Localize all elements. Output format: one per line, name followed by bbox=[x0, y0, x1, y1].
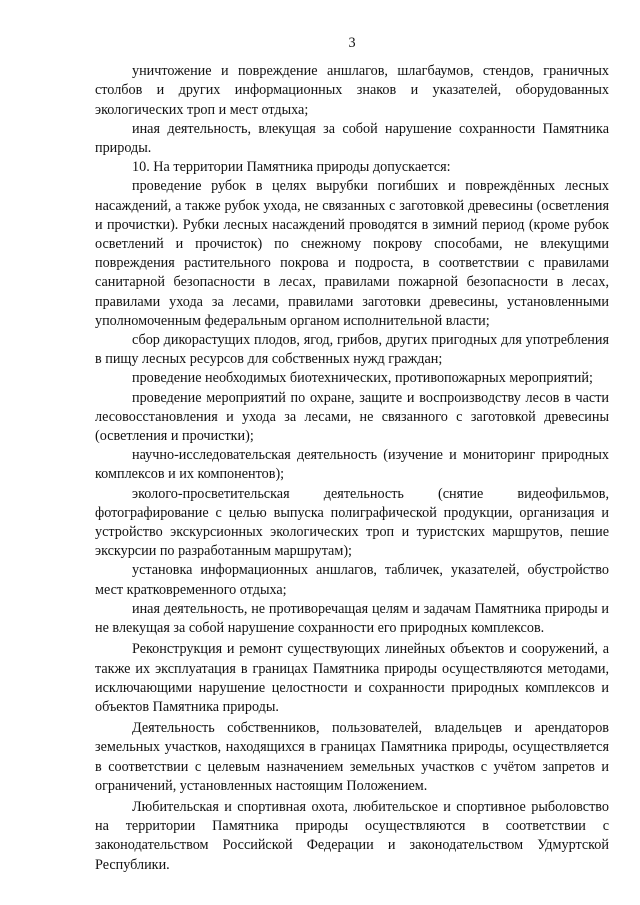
paragraph-signs-installation: установка информационных аншлагов, табличек, указателей, обустройство мест кратковременного отдыха; bbox=[95, 562, 609, 598]
paragraph-biotechnical-measures: проведение необходимых биотехнических, противопожарных мероприятий; bbox=[132, 370, 593, 387]
paragraph-other-violating-activity: иная деятельность, влекущая за собой нарушение сохранности Памятника природы. bbox=[95, 120, 609, 157]
paragraph-land-owners: Деятельность собственников, пользователей, владельцев и арендаторов земельных участков, находящихся в границах Памятника природы, осуществляется в соответствии с целевым назначением земельных участков с учётом запретов и ограничений, установленных настоящим Положением. bbox=[95, 720, 609, 794]
paragraph-logging: проведение рубок в целях вырубки погибших и повреждённых лесных насаждений, а также рубок ухода, не связанных с заготовкой древесины (осветления и прочистки). Рубки лесных насаждений проводятся в зимний период (кроме рубок осветлений и прочисток) по снежному покрову способами, не влекущими повреждения растительного покрова и подроста, в соответствии с правилами санитарной безопасности в лесах, правилами пожарной безопасности в лесах, правилами ухода за лесами, правилами заготовки древесины, установленными уполномоченным федеральным органом исполнительной власти; bbox=[95, 178, 609, 329]
paragraph-hunting-fishing: Любительская и спортивная охота, любительское и спортивное рыболовство на территории Памятника природы осуществляются в соответствии с законодательством Российской Федерации и законодательством Удмуртской Республики. bbox=[95, 798, 609, 873]
paragraph-reconstruction: Реконструкция и ремонт существующих линейных объектов и сооружений, а также их эксплуатация в границах Памятника природы осуществляются методами, исключающими нарушение целостности и сохранности природных комплексов и объектов Памятника природы. bbox=[95, 641, 609, 715]
paragraph-section-10-heading: 10. На территории Памятника природы допускается: bbox=[132, 159, 451, 176]
paragraph-other-permitted-activity: иная деятельность, не противоречащая целям и задачам Памятника природы и не влекущая за собой нарушение сохранности его природных комплексов. bbox=[95, 600, 609, 637]
paragraph-research: научно-исследовательская деятельность (изучение и мониторинг природных комплексов и их компонентов); bbox=[95, 447, 609, 483]
paragraph-gathering: сбор дикорастущих плодов, ягод, грибов, других пригодных для употребления в пищу лесных ресурсов для собственных нужд граждан; bbox=[95, 332, 609, 368]
paragraph-eco-education: эколого-просветительская деятельность (снятие видеофильмов, фотографирование с целью выпуска полиграфической продукции, организация и устройство экскурсионных экологических троп и туристских маршрутов, пешие экскурсии по разработанным маршрутам); bbox=[95, 485, 609, 560]
page-number: 3 bbox=[348, 35, 356, 51]
document-page bbox=[95, 34, 609, 875]
paragraph-destruction-of-signs: уничтожение и повреждение аншлагов, шлагбаумов, стендов, граничных столбов и других информационных знаков и указателей, оборудованных экологических троп и мест отдыха; bbox=[95, 63, 609, 118]
paragraph-forest-protection: проведение мероприятий по охране, защите и воспроизводству лесов в части лесовосстановления и ухода за лесами, не связанного с заготовкой древесины (осветления и прочистки); bbox=[95, 389, 609, 445]
